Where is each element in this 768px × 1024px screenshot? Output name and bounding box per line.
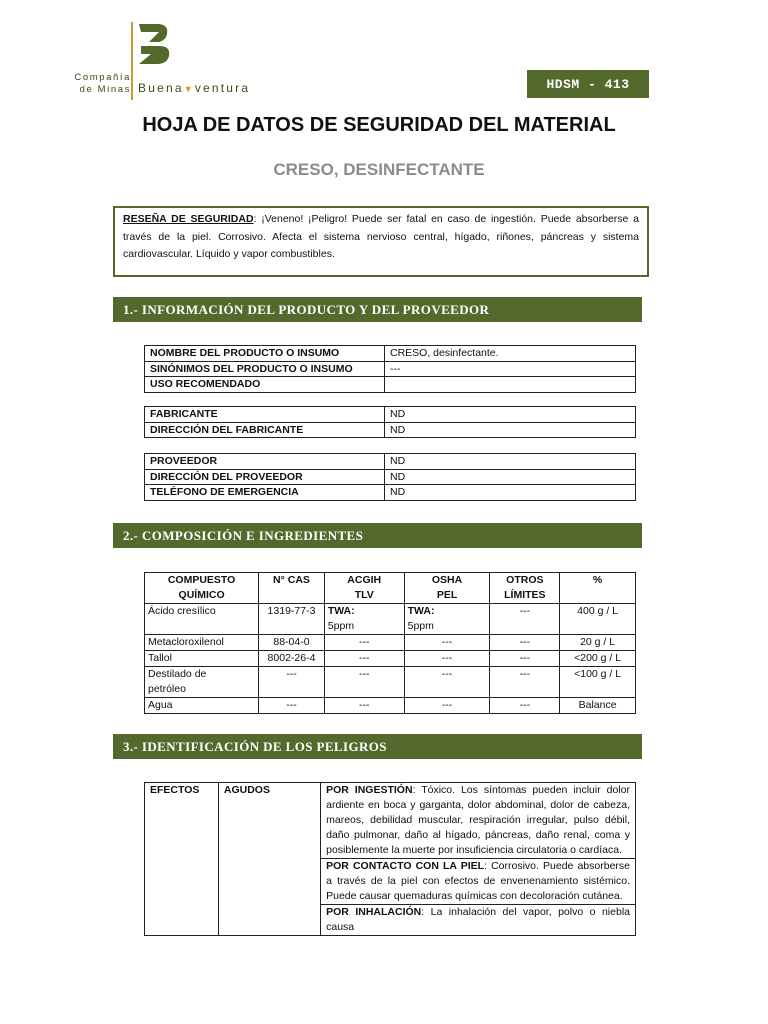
section-2-header: 2.- COMPOSICIÓN E INGREDIENTES [113, 523, 642, 548]
logo-company-name: Buena▼ventura [138, 81, 251, 95]
table-row: PROVEEDOR ND [145, 454, 636, 470]
product-subtitle: CRESO, DESINFECTANTE [273, 160, 485, 179]
product-info-table-3 [144, 453, 636, 501]
table-row: NOMBRE DEL PRODUCTO O INSUMO CRESO, desinfectante. [145, 346, 636, 362]
composition-table [144, 572, 636, 714]
table-row: POR INHALACIÓN: La inhalación del vapor, polvo o niebla causa [145, 905, 636, 936]
logo-company-text: Compañía de Minas [74, 72, 131, 95]
company-logo-mark [137, 22, 171, 66]
table-row: Agua --- --- --- --- Balance [145, 698, 636, 714]
table-row: DIRECCIÓN DEL PROVEEDOR ND [145, 469, 636, 485]
table-header-row: COMPUESTO QUÍMICO N° CAS ACGIH TLV OSHA PEL OTROS LÍMITES % [145, 573, 636, 604]
section-1-header: 1.- INFORMACIÓN DEL PRODUCTO Y DEL PROVEEDOR [113, 297, 642, 322]
table-row: FABRICANTE ND [145, 407, 636, 423]
product-info-table-2 [144, 406, 636, 438]
table-row: Ácido cresílico 1319-77-3 TWA: 5ppm TWA: 5ppm --- 400 g / L [145, 604, 636, 635]
table-row: DIRECCIÓN DEL FABRICANTE ND [145, 422, 636, 438]
safety-summary-box [113, 206, 649, 277]
safety-label: RESEÑA DE SEGURIDAD [123, 213, 254, 225]
table-row: TELÉFONO DE EMERGENCIA ND [145, 485, 636, 501]
table-row: POR CONTACTO CON LA PIEL: Corrosivo. Puede absorberse a través de la piel con efectos de envenenamiento sistémico. Puede causar quemaduras químicas con decoloración cutánea. [145, 859, 636, 905]
section-3-header: 3.- IDENTIFICACIÓN DE LOS PELIGROS [113, 734, 642, 759]
page-title: HOJA DE DATOS DE SEGURIDAD DEL MATERIAL [142, 114, 616, 136]
safety-text: : ¡Veneno! ¡Peligro! Puede ser fatal en caso de ingestión. Puede absorberse a través de la piel. Corrosivo. Afecta el sistema nervioso central, hígado, riñones, páncreas y sistema cardiovascular. Líquido y vapor combustibles. [123, 213, 639, 260]
table-row: Destilado de petróleo --- --- --- --- <100 g / L [145, 667, 636, 698]
table-row: Tallol 8002-26-4 --- --- --- <200 g / L [145, 651, 636, 667]
product-info-table-1 [144, 345, 636, 393]
table-row: SINÓNIMOS DEL PRODUCTO O INSUMO --- [145, 361, 636, 377]
table-row: Metacloroxilenol 88-04-0 --- --- --- 20 g / L [145, 635, 636, 651]
logo-divider [131, 22, 133, 100]
document-code: HDSM - 413 [527, 70, 649, 98]
table-row: USO RECOMENDADO [145, 377, 636, 393]
table-row: EFECTOS AGUDOS POR INGESTIÓN: Tóxico. Los síntomas pueden incluir dolor ardiente en boca y garganta, dolor abdominal, dolor de cabeza, mareos, debilidad muscular, respiración irregular, pulso débil, daño pulmonar, daño al hígado, páncreas, daño renal, coma y posiblemente la muerte por insuficiencia circulatoria o cardíaca. [145, 783, 636, 859]
triangle-icon: ▼ [183, 84, 195, 94]
hazards-table [144, 782, 636, 936]
